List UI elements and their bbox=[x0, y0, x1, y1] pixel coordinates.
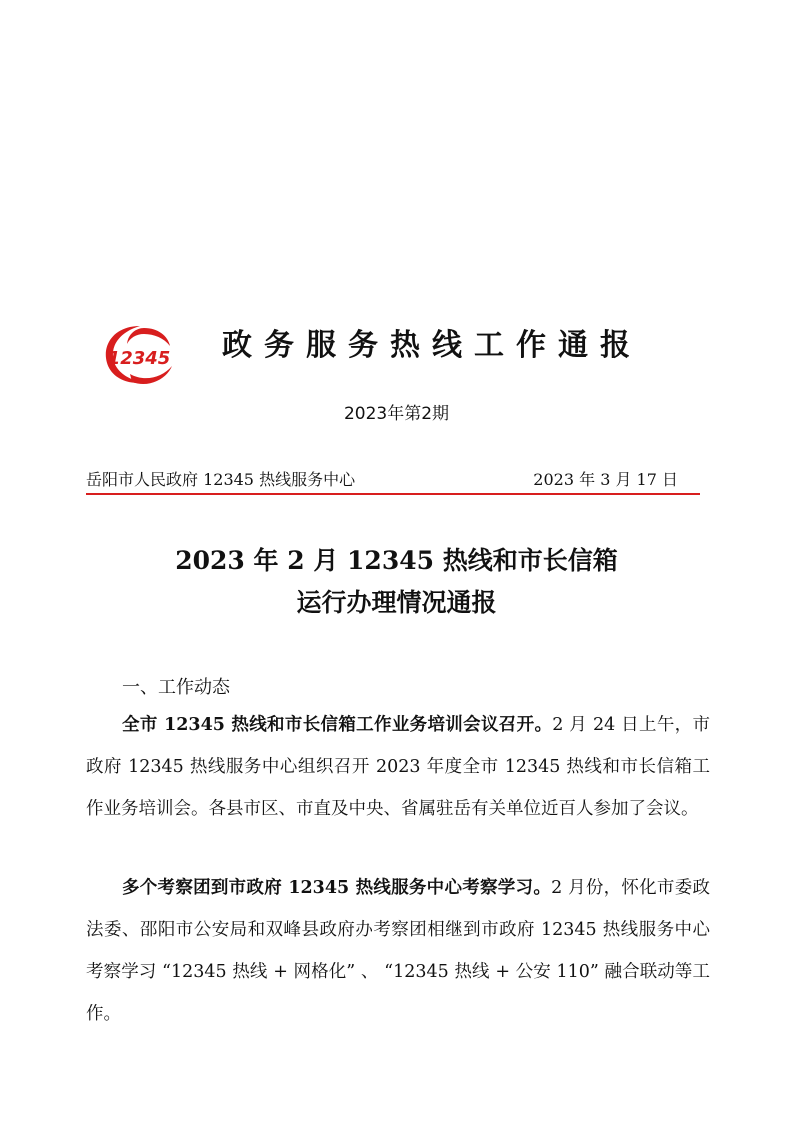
svg-text:12345: 12345 bbox=[107, 348, 171, 369]
paragraph-body: 2 月 24 日上午，市政府 12345 热线服务中心组织召开 2023 年度全市 12345 热线和市长信箱工作业务培训会。各县市区、市直及中央、省属驻岳有关单位近百人参加了会议。 bbox=[86, 715, 710, 819]
paragraph-lead: 多个考察团到市政府 12345 热线服务中心考察学习。 bbox=[122, 878, 552, 898]
bulletin-title: 政务服务热线工作通报 bbox=[222, 328, 642, 363]
section-heading: 一、工作动态 bbox=[122, 677, 230, 698]
issuing-organization: 岳阳市人民政府 12345 热线服务中心 bbox=[86, 470, 356, 489]
paragraph-lead: 全市 12345 热线和市长信箱工作业务培训会议召开。 bbox=[122, 715, 553, 735]
hotline-logo bbox=[100, 320, 178, 388]
document-title-line-1: 2023 年 2 月 12345 热线和市长信箱 bbox=[175, 546, 618, 575]
document-title-line-2: 运行办理情况通报 bbox=[296, 588, 497, 617]
paragraph-training-meeting bbox=[86, 704, 710, 830]
hotline-logo-icon bbox=[100, 320, 178, 388]
red-divider bbox=[86, 493, 700, 495]
issue-number: 2023年第2期 bbox=[343, 404, 450, 424]
paragraph-delegations bbox=[86, 867, 710, 1035]
paragraph-body: 2 月份，怀化市委政法委、邵阳市公安局和双峰县政府办考察团相继到市政府 12345 热线服务中心考察学习 “12345 热线 + 网格化” 、 “12345 热线 + 公安 110” 融合联动等工作。 bbox=[86, 878, 710, 1024]
issue-date: 2023 年 3 月 17 日 bbox=[533, 470, 678, 489]
